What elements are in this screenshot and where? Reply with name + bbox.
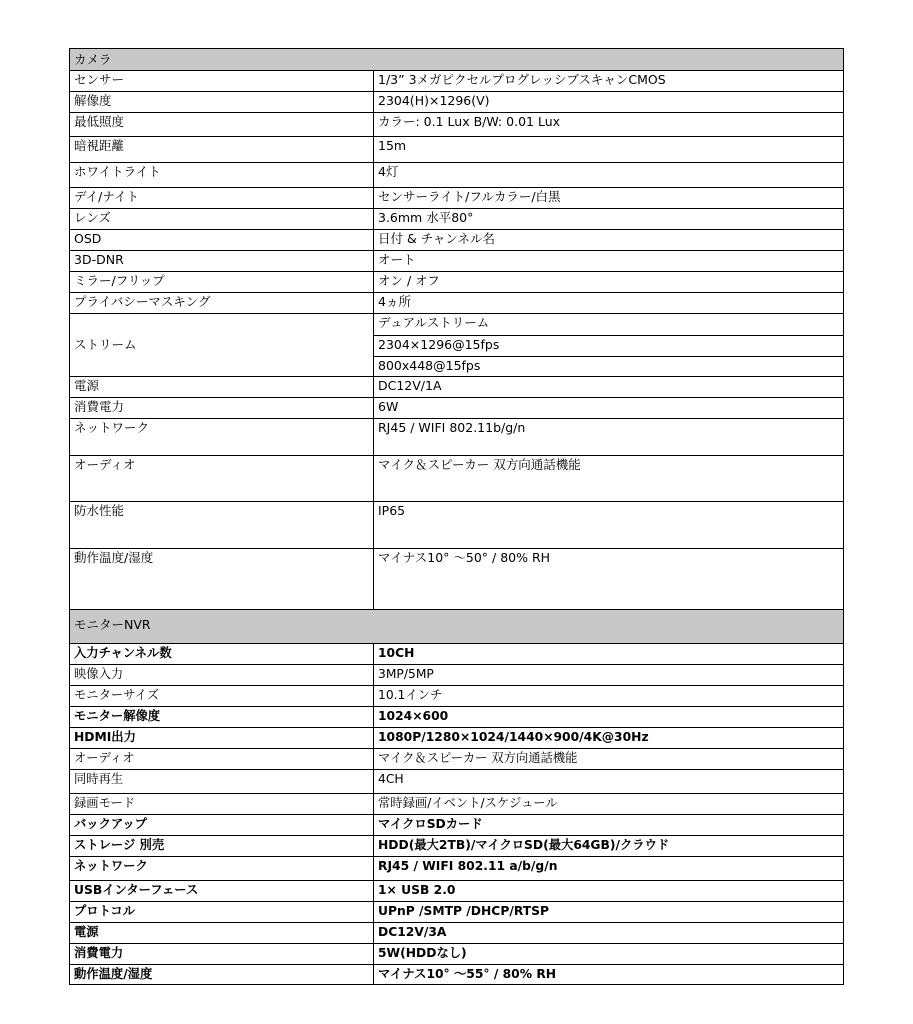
spec-value [374, 137, 843, 162]
spec-value [374, 707, 843, 727]
spec-value-line: マイク＆スピーカー 双方向通話機能 [378, 751, 578, 765]
spec-label-text: 3D-DNR [74, 252, 124, 267]
spec-value-line: 10CH [378, 646, 415, 660]
spec-row [69, 685, 844, 706]
spec-value-line: 10.1インチ [378, 688, 443, 702]
spec-row [69, 856, 844, 880]
spec-value [374, 314, 843, 376]
spec-value [374, 902, 843, 922]
spec-row [69, 793, 844, 814]
spec-label [70, 419, 374, 455]
spec-label [70, 71, 374, 91]
spec-value-line: 800x448@15fps [374, 356, 843, 376]
spec-row [69, 964, 844, 985]
spec-value [374, 857, 843, 880]
spec-value-line: 5W(HDDなし) [378, 946, 467, 960]
spec-label [70, 502, 374, 548]
spec-value [374, 836, 843, 856]
spec-value-line: 4ヵ所 [378, 294, 411, 309]
spec-label-text: 電源 [74, 378, 100, 393]
spec-value [374, 815, 843, 835]
spec-value-line: 15m [378, 138, 407, 153]
spec-value-line: 1× USB 2.0 [378, 883, 456, 897]
spec-value-line: UPnP /SMTP /DHCP/RTSP [378, 904, 550, 918]
spec-value-line: オート [378, 252, 416, 267]
spec-label [70, 251, 374, 271]
spec-value [374, 419, 843, 455]
spec-value [374, 644, 843, 664]
spec-label-text: OSD [74, 231, 102, 246]
spec-label [70, 794, 374, 814]
spec-value [374, 92, 843, 112]
spec-label [70, 707, 374, 727]
spec-label-text: 録画モード [74, 796, 135, 810]
section-header: モニターNVR [69, 609, 844, 643]
spec-value [374, 965, 843, 984]
spec-row [69, 376, 844, 397]
spec-label-text: 動作温度/湿度 [74, 550, 154, 565]
spec-row [69, 208, 844, 229]
spec-label [70, 398, 374, 418]
spec-label [70, 377, 374, 397]
spec-value [374, 456, 843, 501]
spec-label-text: プロトコル [74, 904, 135, 918]
spec-value [374, 770, 843, 793]
spec-value [374, 188, 843, 208]
spec-value-line: DC12V/1A [378, 378, 442, 393]
spec-label [70, 728, 374, 748]
spec-label-text: 映像入力 [74, 667, 124, 681]
spec-label-text: 暗視距離 [74, 138, 125, 153]
spec-row [69, 229, 844, 250]
spec-label [70, 163, 374, 187]
spec-value [374, 944, 843, 964]
spec-label-text: 同時再生 [74, 772, 124, 786]
spec-label [70, 272, 374, 292]
spec-label [70, 665, 374, 685]
spec-label-text: 消費電力 [74, 946, 124, 960]
spec-label-text: ストレージ 別売 [74, 838, 165, 852]
spec-label-text: モニター解像度 [74, 709, 161, 723]
spec-label [70, 944, 374, 964]
spec-label-text: センサー [74, 72, 125, 87]
spec-value [374, 230, 843, 250]
spec-label-text: ストリーム [74, 337, 137, 352]
spec-value-line: 3MP/5MP [378, 667, 434, 681]
spec-value-line: 4CH [378, 772, 404, 786]
spec-row [69, 901, 844, 922]
spec-value-line: HDD(最大2TB)/マイクロSD(最大64GB)/クラウド [378, 838, 670, 852]
spec-row [69, 943, 844, 964]
spec-label-text: 解像度 [74, 93, 112, 108]
spec-label-text: 電源 [74, 925, 99, 939]
spec-value-line: マイナス10° ～50° / 80% RH [378, 550, 551, 565]
spec-label-text: ネットワーク [74, 420, 150, 435]
spec-label-text: デイ/ナイト [74, 189, 139, 204]
spec-value [374, 686, 843, 706]
spec-value-line: 2304(H)×1296(V) [378, 93, 490, 108]
spec-value [374, 71, 843, 91]
spec-label [70, 209, 374, 229]
spec-label [70, 230, 374, 250]
spec-value [374, 209, 843, 229]
spec-row [69, 418, 844, 455]
spec-label-text: HDMI出力 [74, 730, 136, 744]
spec-value [374, 549, 843, 609]
spec-value-line: DC12V/3A [378, 925, 447, 939]
spec-value-line: マイク＆スピーカー 双方向通話機能 [378, 457, 581, 472]
spec-row [69, 70, 844, 91]
spec-value [374, 794, 843, 814]
spec-value-line: センサーライト/フルカラー/白黒 [378, 189, 561, 204]
spec-value [374, 923, 843, 943]
spec-value [374, 293, 843, 313]
spec-label-text: バックアップ [74, 817, 147, 831]
spec-label-text: USBインターフェース [74, 883, 199, 897]
spec-value-line: 3.6mm 水平80° [378, 210, 474, 225]
spec-label [70, 881, 374, 901]
spec-value [374, 502, 843, 548]
spec-row [69, 727, 844, 748]
spec-value-line: 日付 & チャンネル名 [378, 231, 495, 246]
spec-value-line: 1024×600 [378, 709, 449, 723]
spec-row [69, 162, 844, 187]
spec-label-text: ネットワーク [74, 859, 148, 873]
spec-label [70, 137, 374, 162]
section-header: カメラ [69, 48, 844, 70]
spec-row [69, 455, 844, 501]
spec-value [374, 881, 843, 901]
spec-label [70, 92, 374, 112]
spec-row [69, 664, 844, 685]
spec-value [374, 398, 843, 418]
spec-row [69, 397, 844, 418]
spec-row [69, 271, 844, 292]
spec-label-text: 動作温度/湿度 [74, 967, 153, 981]
spec-label-text: オーディオ [74, 751, 135, 765]
spec-row [69, 91, 844, 112]
spec-label [70, 644, 374, 664]
spec-label-text: 入力チャンネル数 [74, 646, 172, 660]
spec-value-line: RJ45 / WIFI 802.11 a/b/g/n [378, 859, 558, 873]
spec-label-text: 防水性能 [74, 503, 125, 518]
spec-value-line: RJ45 / WIFI 802.11b/g/n [378, 420, 526, 435]
spec-label [70, 836, 374, 856]
spec-row [69, 548, 844, 609]
spec-value [374, 272, 843, 292]
spec-label [70, 857, 374, 880]
spec-value-line: 常時録画/イベント/スケジュール [378, 796, 558, 810]
spec-table [69, 48, 844, 985]
spec-label [70, 113, 374, 136]
spec-row [69, 187, 844, 208]
spec-row [69, 769, 844, 793]
spec-label-text: プライバシーマスキング [74, 294, 211, 309]
spec-label [70, 770, 374, 793]
spec-row [69, 313, 844, 376]
spec-label [70, 314, 374, 376]
spec-value-line: IP65 [378, 503, 406, 518]
spec-value-line: 1080P/1280×1024/1440×900/4K@30Hz [378, 730, 649, 744]
spec-label-text: モニターサイズ [74, 688, 160, 702]
spec-label [70, 456, 374, 501]
spec-row [69, 250, 844, 271]
spec-value-line: マイクロSDカード [378, 817, 483, 831]
spec-label-text: ホワイトライト [74, 164, 161, 179]
spec-row [69, 292, 844, 313]
spec-label [70, 902, 374, 922]
spec-value [374, 163, 843, 187]
spec-value [374, 377, 843, 397]
spec-value-line: デュアルストリーム [378, 315, 490, 330]
spec-label [70, 965, 374, 984]
spec-row [69, 112, 844, 136]
spec-label [70, 293, 374, 313]
spec-value-line: オン / オフ [378, 273, 440, 288]
spec-value [374, 113, 843, 136]
spec-value-line: マイナス10° ～55° / 80% RH [378, 967, 557, 981]
spec-row [69, 814, 844, 835]
spec-label [70, 549, 374, 609]
spec-label [70, 188, 374, 208]
spec-label [70, 815, 374, 835]
spec-value [374, 251, 843, 271]
spec-label [70, 686, 374, 706]
spec-label-text: オーディオ [74, 457, 136, 472]
spec-value-line: 2304×1296@15fps [374, 335, 843, 356]
spec-label-text: ミラー/フリップ [74, 273, 165, 288]
spec-label-text: 最低照度 [74, 114, 125, 129]
spec-row [69, 835, 844, 856]
spec-value-line: 4灯 [378, 164, 399, 179]
spec-label [70, 749, 374, 769]
spec-value [374, 749, 843, 769]
spec-label-text: レンズ [74, 210, 111, 225]
spec-value [374, 665, 843, 685]
spec-value-line: 6W [378, 399, 399, 414]
spec-row [69, 501, 844, 548]
spec-row [69, 880, 844, 901]
spec-row [69, 136, 844, 162]
spec-value [374, 728, 843, 748]
spec-row [69, 922, 844, 943]
spec-label [70, 923, 374, 943]
spec-row [69, 643, 844, 664]
spec-row [69, 706, 844, 727]
spec-value-line: カラー: 0.1 Lux B/W: 0.01 Lux [378, 114, 561, 129]
spec-row [69, 748, 844, 769]
spec-value-line: 1/3” 3メガピクセルプログレッシブスキャンCMOS [378, 72, 666, 87]
spec-label-text: 消費電力 [74, 399, 125, 414]
